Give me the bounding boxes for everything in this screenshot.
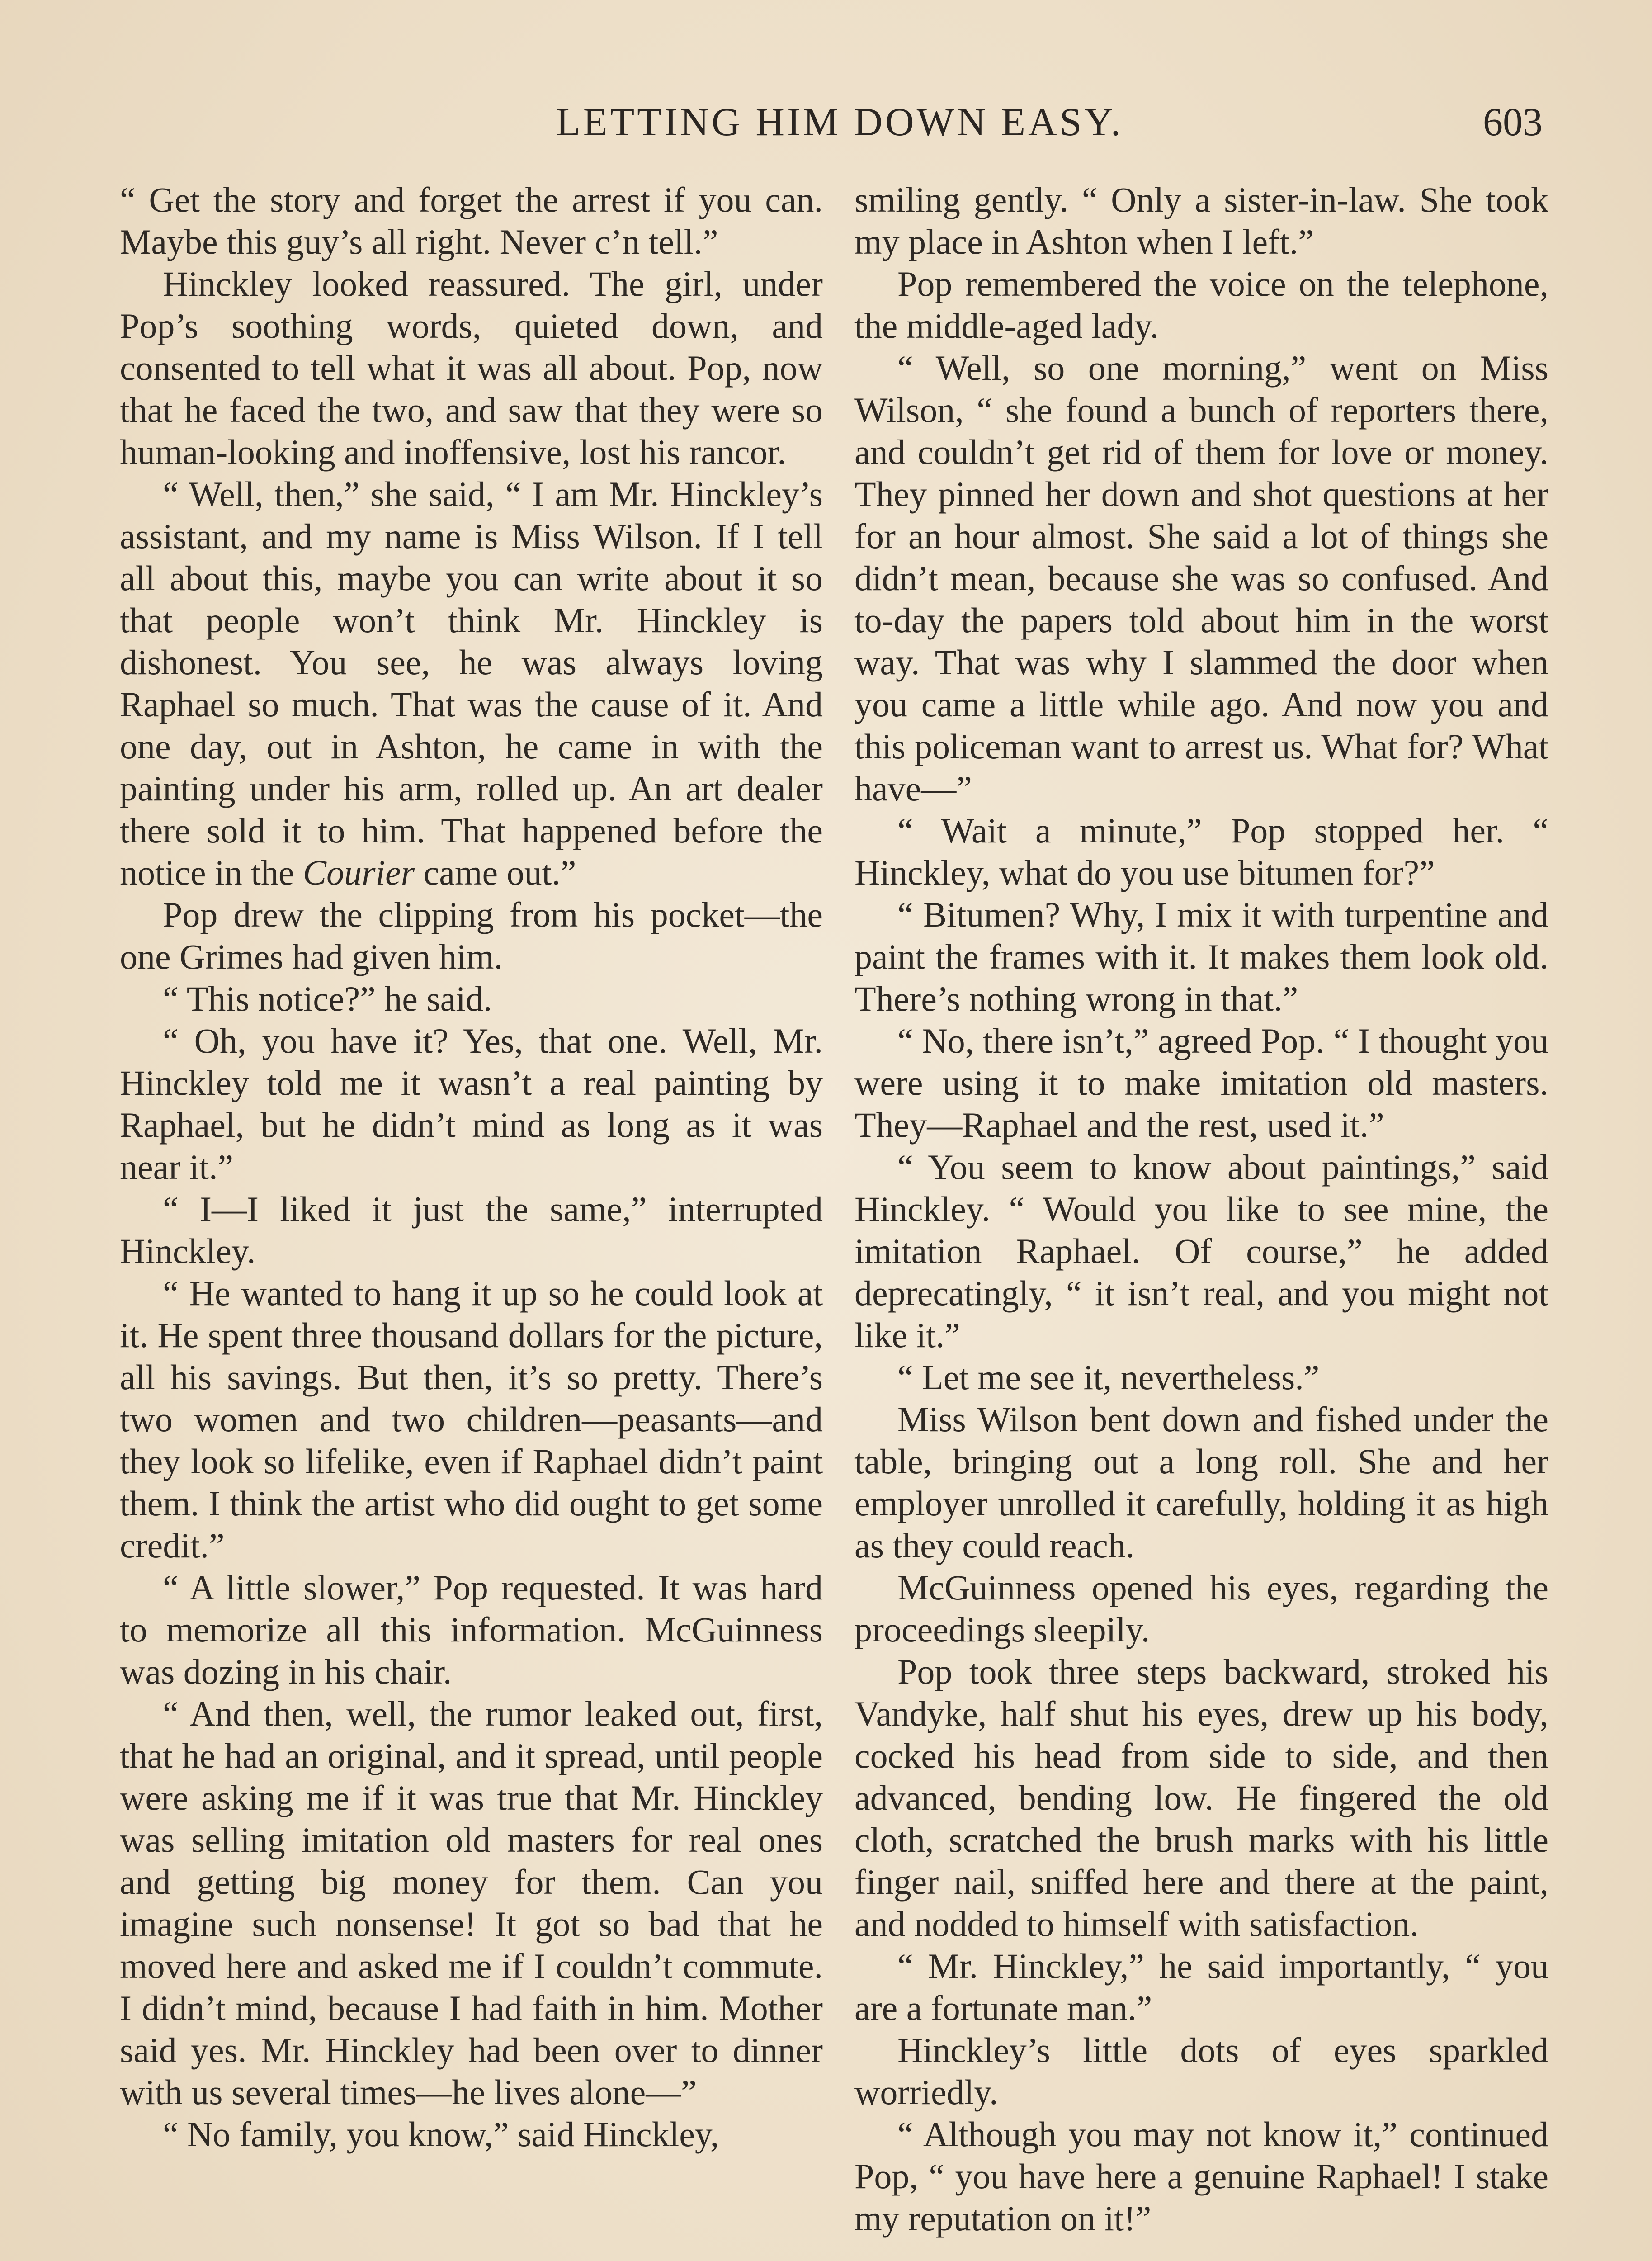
paragraph [854, 1020, 1548, 1146]
paragraph-text: “ He wanted to hang it up so he could look at it. He spent three thousand dollars for the picture, all his savings. But then, it’s so pretty. There’s two women and two children—peasants—and they look so lifelike, even if Raphael didn’t paint them. I think the artist who did ought to get some credit.” [120, 1273, 823, 1565]
paragraph [120, 894, 823, 978]
paragraph-text: McGuinness opened his eyes, regarding the proceedings sleepily. [854, 1568, 1548, 1649]
page-number: 603 [1483, 100, 1543, 144]
paragraph-text: “ Well, then,” she said, “ I am Mr. Hinckley’s assistant, and my name is Miss Wilson. If I tell all about this, maybe you can write about it so that people won’t think Mr. Hinckley is dishonest. You see, he was always loving Raphael so much. That was the cause of it. And one day, out in Ashton, he came in with the painting under his arm, rolled up. An art dealer there sold it to him. That happened before the notice in the [120, 474, 823, 892]
paragraph-text: “ And then, well, the rumor leaked out, first, that he had an original, and it spread, until people were asking me if it was true that Mr. Hinckley was selling imitation old masters for real ones and getting big money for them. Can you imagine such nonsense! It got so bad that he moved here and asked me if I couldn’t commute. I didn’t mind, because I had faith in him. Mother said yes. Mr. Hinckley had been over to dinner with us several times—he lives alone—” [120, 1694, 823, 2112]
paragraph-text: “ Wait a minute,” Pop stopped her. “ Hinckley, what do you use bitumen for?” [854, 811, 1548, 892]
paragraph-text: “ Well, so one morning,” went on Miss Wilson, “ she found a bunch of reporters there, and couldn’t get rid of them for love or money. They pinned her down and shot questions at her for an hour almost. She said a lot of things she didn’t mean, because she was so confused. And to-day the papers told about him in the worst way. That was why I slammed the door when you came a little while ago. And now you and this policeman want to arrest us. What for? What have—” [854, 348, 1548, 808]
paragraph-text: “ No, there isn’t,” agreed Pop. “ I thought you were using it to make imitation old masters. They—Raphael and the rest, used it.” [854, 1021, 1548, 1145]
left-column [120, 179, 823, 2155]
paragraph [854, 1566, 1548, 1651]
paragraph [120, 1188, 823, 1272]
paragraph [120, 978, 823, 1020]
paragraph [120, 1693, 823, 2113]
paragraph-text: “ Although you may not know it,” continued Pop, “ you have here a genuine Raphael! I stake my reputation on it!” [854, 2114, 1548, 2238]
paragraph [120, 2113, 823, 2155]
paragraph [854, 1356, 1548, 1398]
paragraph [120, 1020, 823, 1188]
paragraph-text: “ A little slower,” Pop requested. It was hard to memorize all this information. McGuinness was dozing in his chair. [120, 1568, 823, 1691]
paragraph [120, 263, 823, 473]
paragraph-text: “ This notice?” he said. [163, 979, 492, 1018]
paragraph-text: “ Bitumen? Why, I mix it with turpentine and paint the frames with it. It makes them look old. There’s nothing wrong in that.” [854, 895, 1548, 1018]
paragraph [120, 1272, 823, 1566]
paragraph-text: Pop remembered the voice on the telephone, the middle-aged lady. [854, 264, 1548, 345]
paragraph-text: came out.” [415, 853, 576, 892]
paragraph-text: “ Oh, you have it? Yes, that one. Well, Mr. Hinckley told me it wasn’t a real painting by Raphael, but he didn’t mind as long as it was near it.” [120, 1021, 823, 1187]
paragraph [854, 1146, 1548, 1356]
paragraph [854, 1398, 1548, 1566]
paragraph-text: Hinckley’s little dots of eyes sparkled worriedly. [854, 2030, 1548, 2112]
paragraph [854, 1651, 1548, 1945]
paragraph-text: “ You seem to know about paintings,” said Hinckley. “ Would you like to see mine, the imitation Raphael. Of course,” he added deprecatingly, “ it isn’t real, and you might not like it.” [854, 1147, 1548, 1355]
paragraph-text: “ Get the story and forget the arrest if you can. Maybe this guy’s all right. Never c’n tell.” [120, 180, 823, 261]
page-header [0, 90, 1652, 149]
paragraph-text: Pop took three steps backward, stroked his Vandyke, half shut his eyes, drew up his body, cocked his head from side to side, and then advanced, bending low. He fingered the old cloth, scratched the brush marks with his little finger nail, sniffed here and there at the paint, and nodded to himself with satisfaction. [854, 1652, 1548, 1944]
paragraph [120, 179, 823, 263]
paragraph [854, 263, 1548, 347]
paragraph [120, 473, 823, 894]
paragraph-text: Miss Wilson bent down and fished under the table, bringing out a long roll. She and her employer unrolled it carefully, holding it as high as they could reach. [854, 1400, 1548, 1565]
newspaper-title: Courier [303, 853, 415, 892]
paragraph-text: smiling gently. “ Only a sister-in-law. She took my place in Ashton when I left.” [854, 180, 1548, 261]
paragraph [854, 1945, 1548, 2029]
paragraph [854, 347, 1548, 809]
paragraph [854, 2029, 1548, 2113]
paragraph-text: Pop drew the clipping from his pocket—the one Grimes had given him. [120, 895, 823, 976]
paragraph [854, 809, 1548, 894]
paragraph-text: “ No family, you know,” said Hinckley, [163, 2114, 719, 2154]
paragraph-text: Hinckley looked reassured. The girl, under Pop’s soothing words, quieted down, and consented to tell what it was all about. Pop, now that he faced the two, and saw that they were so human-looking and inoffensive, lost his rancor. [120, 264, 823, 472]
paragraph [854, 2113, 1548, 2239]
paragraph-text: “ Mr. Hinckley,” he said importantly, “ you are a fortunate man.” [854, 1946, 1548, 2028]
paragraph [120, 1566, 823, 1693]
running-title: LETTING HIM DOWN EASY. [556, 100, 1123, 144]
paragraph-text: “ I—I liked it just the same,” interrupted Hinckley. [120, 1189, 823, 1271]
paragraph [854, 894, 1548, 1020]
right-column [854, 179, 1548, 2239]
paragraph [854, 179, 1548, 263]
paragraph-text: “ Let me see it, nevertheless.” [897, 1358, 1320, 1397]
